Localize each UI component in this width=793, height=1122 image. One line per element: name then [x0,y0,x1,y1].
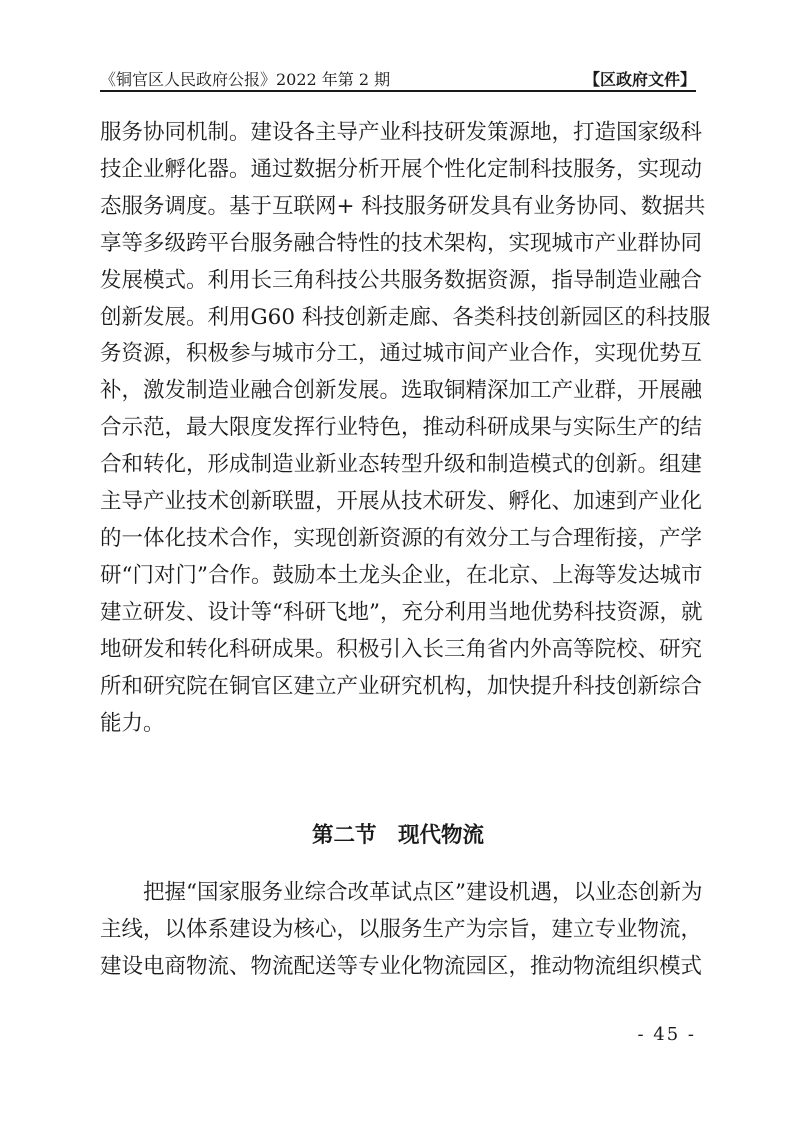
text-line: 地研发和转化科研成果。积极引入长三角省内外高等院校、研究 [100,636,703,662]
text-line: 技企业孵化器。通过数据分析开展个性化定制科技服务，实现动 [100,156,703,182]
section-heading: 第二节 现代物流 [311,823,484,848]
text-line: 研“门对门”合作。鼓励本土龙头企业，在北京、上海等发达城市 [100,562,703,588]
publication-title: 《铜官区人民政府公报》2022 年第 2 期 [100,70,391,89]
text-line: 补，激发制造业融合创新发展。选取铜精深加工产业群，开展融 [100,378,703,404]
text-line: 务资源，积极参与城市分工，通过城市间产业合作，实现优势互 [100,341,703,367]
text-line: 建立研发、设计等“科研飞地”，充分利用当地优势科技资源，就 [100,599,703,625]
text-line: 合示范，最大限度发挥行业特色，推动科研成果与实际生产的结 [100,415,703,441]
text-line: 的一体化技术合作，实现创新资源的有效分工与合理衔接，产学 [100,525,703,551]
page-number: - 45 - [637,1024,696,1045]
text-line: 合和转化，形成制造业新业态转型升级和制造模式的创新。组建 [100,452,703,478]
text-line: 主线，以体系建设为核心，以服务生产为宗旨，建立专业物流， [100,917,703,942]
text-line: 建设电商物流、物流配送等专业化物流园区，推动物流组织模式 [100,954,703,979]
text-line: 主导产业技术创新联盟，开展从技术研发、孵化、加速到产业化 [100,489,703,515]
text-line: 所和研究院在铜官区建立产业研究机构，加快提升科技创新综合 [100,673,703,699]
body-paragraph-2 [100,874,703,985]
body-paragraph-1 [100,115,711,742]
text-line: 能力。 [100,710,165,736]
text-line: 享等多级跨平台服务融合特性的技术架构，实现城市产业群协同 [100,230,703,256]
text-line: 把握“国家服务业综合改革试点区”建设机遇，以业态创新为 [100,880,703,905]
paragraph [100,115,711,742]
text-line: 态服务调度。基于互联网+ 科技服务研发具有业务协同、数据共 [100,193,706,219]
text-line: 创新发展。利用G60 科技创新走廊、各类科技创新园区的科技服 [100,304,711,330]
text-line: 发展模式。利用长三角科技公共服务数据资源，指导制造业融合 [100,267,703,293]
document-category: 【区政府文件】 [583,70,696,89]
text-line: 服务协同机制。建设各主导产业科技研发策源地，打造国家级科 [100,120,703,145]
page-header [100,62,696,90]
header-divider [100,90,696,92]
